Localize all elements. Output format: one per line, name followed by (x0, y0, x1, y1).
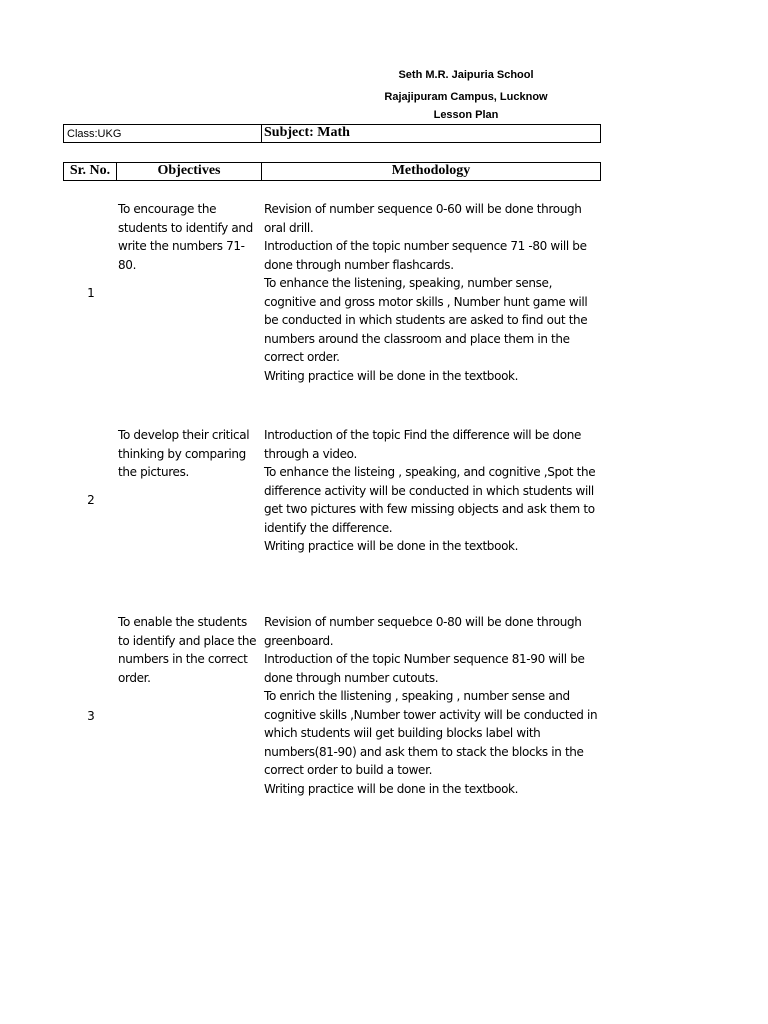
class-label: Class:UKG (67, 128, 122, 140)
row-methodology: Revision of number sequebce 0-80 will be done through greenboard. Introduction of the topic Number sequence 81-90 will be done through number cutouts. To enrich the llistening , speaking , number sense and cognitive skills ,Number tower activity will be conducted in which students wiil get building blocks label with numbers(81-90) and ask them to stack the blocks in the correct order to build a tower. Writing practice will be done in the textbook. (264, 615, 598, 796)
row-objective: To encourage the students to identify and write the numbers 71- 80. (118, 202, 253, 272)
document-type: Lesson Plan (433, 109, 499, 121)
table-header (63, 162, 601, 181)
row-sr-no: 3 (87, 709, 95, 723)
class-subject-box (63, 124, 601, 143)
row-objective: To enable the students to identify and place the numbers in the correct order. (118, 615, 257, 685)
row-methodology: Revision of number sequence 0-60 will be done through oral drill. Introduction of the topic number sequence 71 -80 will be done through number flashcards. To enhance the listening, speaking, number sense, cognitive and gross motor skills , Number hunt game will be conducted in which students are asked to find out the numbers around the classroom and place them in the correct order. Writing practice will be done in the textbook. (264, 202, 588, 383)
header-objectives: Objectives (157, 163, 221, 178)
school-name: Seth M.R. Jaipuria School (398, 69, 534, 81)
subject-label: Subject: Math (264, 125, 350, 140)
row-objective: To develop their critical thinking by comparing the pictures. (118, 428, 250, 479)
row-sr-no: 1 (87, 286, 95, 300)
header-sr-no: Sr. No. (69, 163, 111, 178)
campus-name: Rajajipuram Campus, Lucknow (384, 91, 548, 103)
row-sr-no: 2 (87, 493, 95, 507)
row-methodology: Introduction of the topic Find the difference will be done through a video. To enhance the listeing , speaking, and cognitive ,Spot the difference activity will be conducted in which students will get two pictures with few missing objects and ask them to identify the difference. Writing practice will be done in the textbook. (264, 428, 596, 553)
column-divider (261, 125, 262, 142)
header-methodology: Methodology (391, 163, 471, 178)
